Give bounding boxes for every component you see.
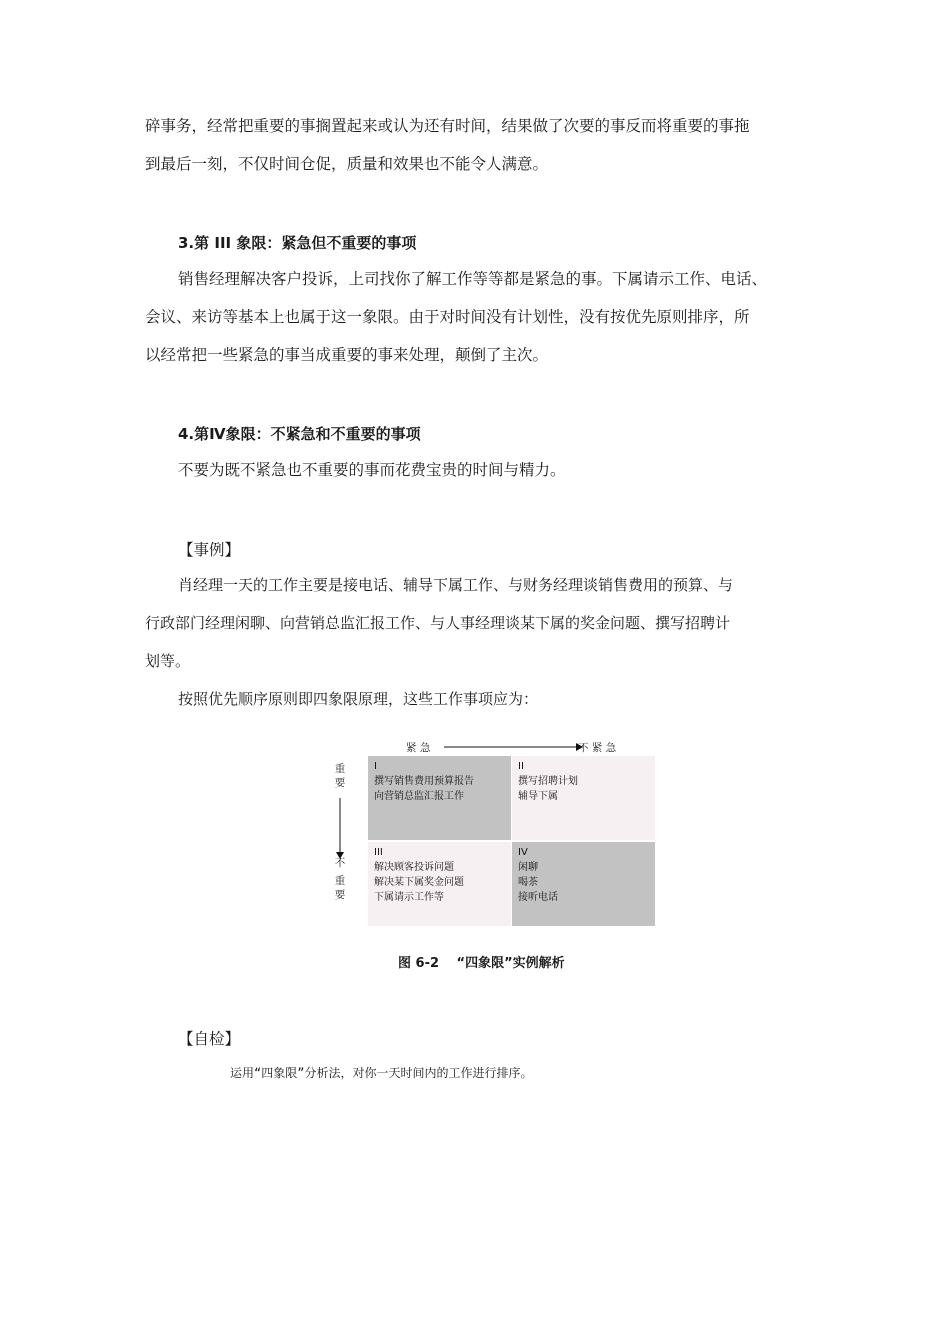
quadrant-numeral: I [374,761,377,772]
quadrant-4 [512,842,655,926]
not-urgent-label: 不 紧 急 [578,742,617,754]
quadrant-item: 下属请示工作等 [374,892,444,903]
quadrant-item: 闲聊 [518,862,538,873]
not-important-char: 要 [334,889,346,901]
selfcheck-line-1: 运用“四象限”分析法，对你一天时间内的工作进行排序。 [230,1066,533,1080]
quadrant-item: 辅导下属 [518,791,558,802]
section3-line-1: 销售经理解决客户投诉，上司找你了解工作等等都是紧急的事。下属请示工作、电话、 [178,270,768,288]
quadrant-3 [368,842,511,926]
section3-heading: 3.第 III 象限：紧急但不重要的事项 [178,234,417,252]
section4-line-1: 不要为既不紧急也不重要的事而花费宝贵的时间与精力。 [178,461,566,479]
intro-line-2: 到最后一刻，不仅时间仓促，质量和效果也不能令人满意。 [145,155,549,173]
urgent-label: 紧 急 [406,742,431,754]
quadrant-item: 向营销总监汇报工作 [374,791,464,802]
four-quadrant-diagram [330,740,660,930]
urgency-arrow-icon [442,740,584,754]
example-line-3: 划等。 [145,652,191,670]
quadrant-2 [512,756,655,840]
important-char: 要 [334,777,346,789]
quadrant-item: 喝茶 [518,877,538,888]
section3-line-3: 以经常把一些紧急的事当成重要的事来处理，颠倒了主次。 [145,346,549,364]
not-important-char: 不 [334,857,346,869]
quadrant-numeral: III [374,847,383,858]
not-important-char: 重 [334,875,346,887]
example-heading: 【事例】 [178,541,241,559]
importance-arrow-icon [334,798,346,860]
quadrant-item: 撰写招聘计划 [518,776,578,787]
quadrant-numeral: IV [518,847,528,858]
quadrant-item: 解决某下属奖金问题 [374,877,464,888]
example-line-1: 肖经理一天的工作主要是接电话、辅导下属工作、与财务经理谈销售费用的预算、与 [178,576,734,594]
figure-caption: 图 6-2 “四象限”实例解析 [398,956,565,971]
intro-line-1: 碎事务，经常把重要的事搁置起来或认为还有时间，结果做了次要的事反而将重要的事拖 [145,117,750,135]
important-char: 重 [334,763,346,775]
section4-heading: 4.第Ⅳ象限：不紧急和不重要的事项 [178,425,421,443]
section3-line-2: 会议、来访等基本上也属于这一象限。由于对时间没有计划性，没有按优先原则排序，所 [145,308,750,326]
quadrant-item: 撰写销售费用预算报告 [374,776,474,787]
quadrant-item: 接听电话 [518,892,558,903]
selfcheck-heading: 【自检】 [178,1030,241,1048]
quadrant-numeral: II [518,761,524,772]
example-line-2: 行政部门经理闲聊、向营销总监汇报工作、与人事经理谈某下属的奖金问题、撰写招聘计 [145,614,731,632]
quadrant-1 [368,756,511,840]
example-line-4: 按照优先顺序原则即四象限原理，这些工作事项应为： [178,690,539,708]
quadrant-item: 解决顾客投诉问题 [374,862,454,873]
